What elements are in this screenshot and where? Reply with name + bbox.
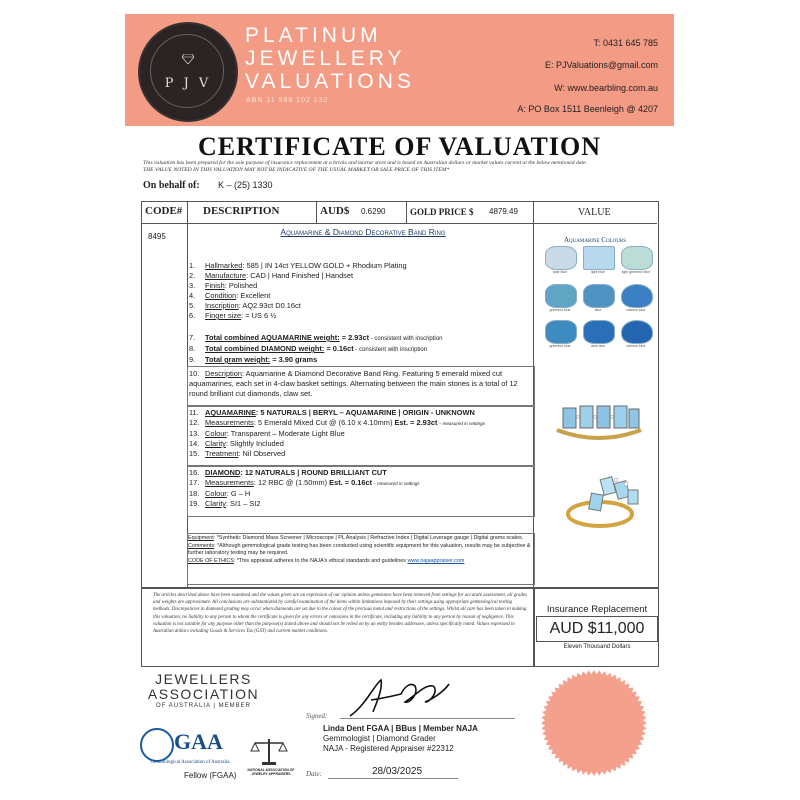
aud-header: AUD$: [320, 205, 350, 217]
weights-list: [189, 333, 442, 365]
divider-aud: [406, 201, 407, 223]
ethics-row: CODE OF ETHICS: *This appraisal adheres to the NAJA's ethical standards and guidelines www.najaappraiser.com: [188, 557, 465, 564]
date-label: Date:: [306, 770, 322, 778]
logo-ring: [150, 34, 224, 108]
signer-name: Linda Dent FGAA | BBus | Member NAJA: [323, 724, 478, 733]
ring-angle-image: [560, 468, 650, 536]
aquamarine-swatch: [545, 246, 577, 270]
legal-text: The articles described above have been examined and the values given are an expression of our opinion unless gemstones have been removed from settings for accurate assessment, all grades and weights are approximate. All conclusions are substantiated by careful examination of the items within limitations imposed by their settings using appropriate gemmological testing methods. Discrepancies in diamond grading may occur when diamonds are set due to the colour of the precious metal and restrictions of the settings. Whilst all care has been taken in making this valuation, no liability to any person to whom the certificate is given for any errors or omissions in the certificate, including any liability to any person by reason of negligence. This valuation is not suitable for any purpose other than the purpose(s) stated above and should not be relied on by an entity besides addressee, unless specifically noted. Values expressed in Australian dollars including Goods & Services Tax (GST) and current market conditions.: [153, 593, 528, 635]
equipment-row: Equipment: *Synthetic Diamond Mass Screener | Microscope | PL Analysis | Refractive Index | Digital Leverage gauge | Digital grams scales.: [188, 535, 524, 541]
gaa-logo: GAA: [174, 729, 223, 754]
weight-row: 7. Total combined AQUAMARINE weight: = 2.93ct - consistent with inscription: [189, 333, 443, 342]
abn-number: ABN 11 588 102 132: [246, 97, 329, 104]
gaa-name: Gemmological Association of Australia: [150, 760, 230, 765]
weight-row: 9. Total gram weight: = 3.90 grams: [189, 355, 318, 364]
contact-web[interactable]: W: www.bearbling.com.au: [554, 83, 658, 93]
aquamarine-swatch: [621, 246, 653, 270]
value-header: VALUE: [578, 207, 611, 218]
signer-role: Gemmologist | Diamond Grader: [323, 734, 436, 743]
brand-line-1: PLATINUM: [245, 24, 382, 47]
ring-side-image: [553, 400, 645, 446]
aqua-row: 13. Colour: Transparent – Moderate Light Blue: [189, 429, 345, 438]
swatch-caption: intense blue: [626, 344, 646, 348]
naja-name: NATIONAL ASSOCIATION OF JEWELRY APPRAISERS: [247, 768, 295, 776]
insurance-title: Insurance Replacement: [546, 604, 648, 615]
signer-naja: NAJA - Registered Appraiser #22312: [323, 744, 454, 753]
detail-row: 4. Condition: Excellent: [189, 291, 271, 300]
aquamarine-heading: 11. AQUAMARINE: 5 NATURALS | BERYL – AQUAMARINE | ORIGIN - UNKNOWN: [189, 408, 475, 417]
detail-row: 5. Inscription: AQ2.93ct D0.16ct: [189, 301, 301, 310]
swatch-caption: pale blue: [552, 270, 568, 274]
swatch-caption: blue: [594, 308, 602, 312]
brand-name: [245, 24, 415, 93]
aquamarine-swatch: [621, 284, 653, 308]
comments-row: Comments: *Although gemmological grade testing has been conducted using scientific equipment for this valuation, results may be subjective & further laboratory testing may be required.: [188, 542, 531, 557]
aud-value: 0.6290: [361, 207, 386, 216]
disclaimer: [143, 160, 668, 174]
ja-member: OF AUSTRALIA | MEMBER: [156, 703, 251, 709]
swatch-caption: dark blue: [590, 344, 606, 348]
description-row: 10. Description: Aquamarine & Diamond Decorative Band Ring. Featuring 5 emerald mixed cut aquamarines, each set in 4-claw basket settings. Alternating between the main stones is a total of 12 round brilliant cut diamonds, claw set.: [189, 369, 518, 398]
weight-row: 8. Total combined DIAMOND weight: = 0.16ct - consistent with inscription: [189, 344, 428, 353]
date-value: 28/03/2025: [372, 766, 423, 777]
gaa-emblem-icon: [140, 728, 174, 762]
insurance-words: Eleven Thousand Dollars: [563, 644, 631, 650]
brand-line-2: JEWELLERY: [245, 47, 406, 70]
date-line: [328, 778, 458, 779]
disclaimer-line-1: This valuation has been prepared for the sole purpose of insurance replacement at a bricks and mortar store and is based on Australian dollars or market values current at the below mentioned date.: [143, 160, 587, 166]
contact-phone: T: 0431 645 785: [593, 38, 658, 48]
details-list: [189, 261, 407, 321]
detail-row: 6. Finger size: = US 6 ½: [189, 311, 277, 320]
certificate-title: CERTIFICATE OF VALUATION: [197, 132, 602, 161]
insurance-value: AUD $11,000: [536, 616, 658, 642]
diamond-icon: [182, 54, 194, 64]
pjv-logo: [138, 22, 238, 122]
swatch-caption: intense blue: [626, 308, 646, 312]
logo-letters: P J V: [164, 76, 212, 91]
seal-sticker: [540, 669, 648, 777]
aquamarine-swatch: [621, 320, 653, 344]
swatch-caption: light blue: [590, 270, 605, 274]
aquamarine-colours-title: Aquamarine Colours: [563, 236, 627, 244]
signed-label: Signed:: [306, 712, 328, 720]
ja-line-2: ASSOCIATION: [147, 686, 260, 702]
brand-line-3: VALUATIONS: [245, 70, 415, 93]
disclaimer-line-2: THE VALUE NOTED IN THIS VALUATION MAY NOT BE INDICATIVE OF THE USUAL MARKET OR SALE PRICE OF THIS ITEM*: [143, 167, 450, 173]
aquamarine-swatch: [583, 246, 615, 270]
jewellers-association-logo: [141, 672, 266, 702]
swatch-caption: greenish blue: [549, 344, 571, 348]
behalf-label: On behalf of:: [143, 180, 200, 191]
aquamarine-swatch: [545, 320, 577, 344]
swatch-caption: greenish blue: [549, 308, 571, 312]
swatch-caption: light greenish blue: [621, 270, 651, 274]
seal-starburst: [541, 670, 647, 776]
detail-row: 1. Hallmarked: 585 | IN 14ct YELLOW GOLD + Rhodium Plating: [189, 261, 407, 270]
aquamarine-section: [189, 408, 485, 459]
naja-link[interactable]: www.najaappraiser.com: [407, 557, 465, 564]
aqua-row: 14. Clarity: Slightly Included: [189, 439, 284, 448]
signature-scribble: [345, 676, 455, 720]
behalf-value: K – (25) 1330: [218, 180, 273, 190]
diamond-row: 19. Clarity: SI1 – SI2: [189, 499, 261, 508]
aqua-row: 15. Treatment: Nil Observed: [189, 449, 286, 458]
diamond-heading: 16. DIAMOND: 12 NATURALS | ROUND BRILLIANT CUT: [189, 468, 387, 477]
aquamarine-swatch: [583, 320, 615, 344]
detail-row: 2. Manufacture: CAD | Hand Finished | Handset: [189, 271, 354, 280]
aqua-row: 12. Measurements: 5 Emerald Mixed Cut @ (6.10 x 4.10mm) Est. = 2.93ct – measured in settings: [189, 418, 485, 427]
code-header: CODE#: [145, 205, 183, 217]
item-title: Aquamarine & Diamond Decorative Band Ring: [280, 227, 446, 237]
diamond-section: [189, 468, 420, 509]
diamond-row: 17. Measurements: 12 RBC @ (1.50mm) Est. = 0.16ct – measured in settings: [189, 478, 420, 487]
diamond-row: 18. Colour: G – H: [189, 489, 251, 498]
naja-scales-icon: [249, 735, 289, 767]
aquamarine-swatch: [545, 284, 577, 308]
divider-desc: [316, 201, 317, 223]
gold-price-value: 4879.49: [489, 207, 518, 216]
ja-line-1: JEWELLERS: [155, 671, 252, 687]
aquamarine-swatch: [583, 284, 615, 308]
contact-address: A: PO Box 1511 Beenleigh @ 4207: [517, 104, 658, 114]
item-code: 8495: [148, 232, 166, 241]
gaa-fellow: Fellow (FGAA): [184, 771, 237, 780]
gold-price-header: GOLD PRICE $: [410, 207, 474, 217]
contact-email[interactable]: E: PJValuations@gmail.com: [544, 60, 658, 70]
detail-row: 3. Finish: Polished: [189, 281, 258, 290]
description-header: DESCRIPTION: [203, 205, 280, 217]
equipment-notes: [188, 535, 533, 565]
